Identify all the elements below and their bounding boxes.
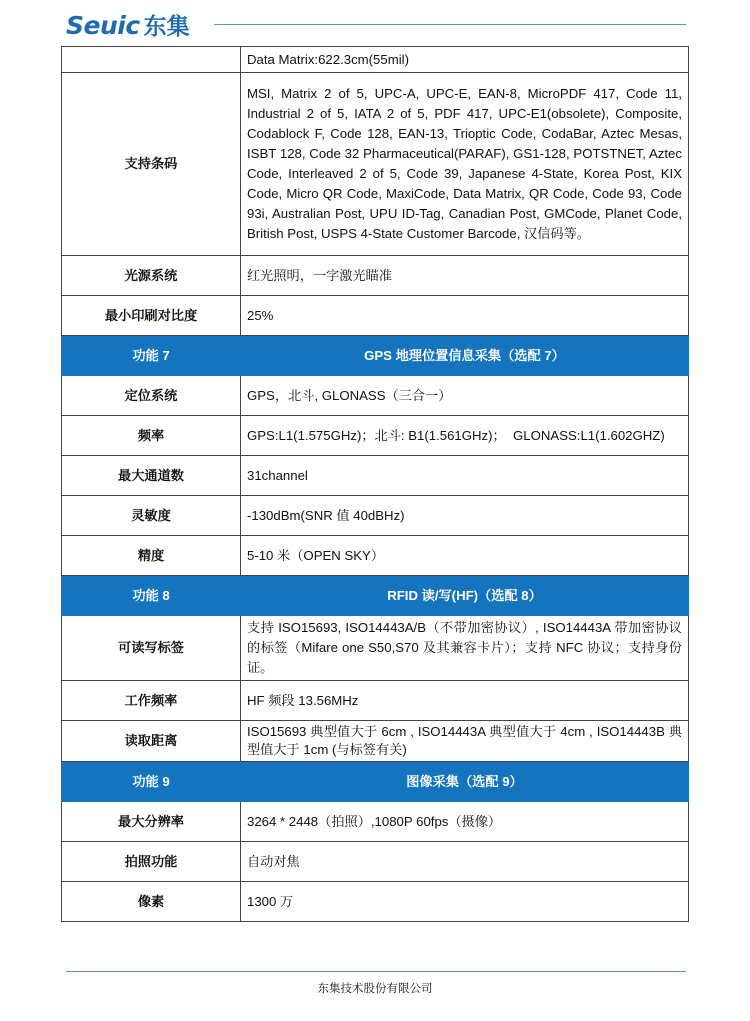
- row-label: 定位系统: [62, 376, 241, 416]
- table-row: [62, 802, 689, 842]
- row-label: 支持条码: [62, 73, 241, 256]
- row-label: [62, 47, 241, 73]
- row-value: 支持 ISO15693, ISO14443A/B（不带加密协议）, ISO14443A 带加密协议的标签（Mifare one S50,S70 及其兼容卡片）；支持 NFC 协议；支持身份证。: [241, 616, 689, 681]
- table-row: [62, 536, 689, 576]
- row-label: 最小印刷对比度: [62, 296, 241, 336]
- row-value: HF 频段 13.56MHz: [241, 681, 689, 721]
- logo-text-cn: 东集: [143, 14, 190, 40]
- table-row: [62, 882, 689, 922]
- row-value: ISO15693 典型值大于 6cm , ISO14443A 典型值大于 4cm , ISO14443B 典型值大于 1cm (与标签有关): [241, 721, 689, 762]
- row-label: 最大分辨率: [62, 802, 241, 842]
- section-label: 功能 9: [62, 762, 241, 802]
- row-label: 最大通道数: [62, 456, 241, 496]
- table-row: [62, 616, 689, 681]
- row-label: 频率: [62, 416, 241, 456]
- section-title: 图像采集（选配 9）: [241, 762, 689, 802]
- table-row: [62, 416, 689, 456]
- row-value: Data Matrix:622.3cm(55mil): [241, 47, 689, 73]
- row-value: MSI, Matrix 2 of 5, UPC-A, UPC-E, EAN-8, MicroPDF 417, Code 11, Industrial 2 of 5, IATA 2 of 5, PDF 417, UPC-E1(obsolete), Composite, Codablock F, Code 128, EAN-13, Trioptic Code, CodaBar, Aztec Mesas, ISBT 128, Code 32 Pharmaceutical(PARAF), GS1-128, POTSTNET, Aztec Code, Interleaved 2 of 5, Code 39, Japanese 4-State, Korea Post, KIX Code, Micro QR Code, MaxiCode, Data Matrix, QR Code, Code 93, Code 93i, Australian Post, UPU ID-Tag, Canadian Post, GMCode, Planet Code, British Post, USPS 4-State Customer Barcode, 汉信码等。: [241, 73, 689, 256]
- row-label: 可读写标签: [62, 616, 241, 681]
- row-label: 拍照功能: [62, 842, 241, 882]
- table-row: [62, 721, 689, 762]
- row-value: 自动对焦: [241, 842, 689, 882]
- section-label: 功能 8: [62, 576, 241, 616]
- row-value: 红光照明，一字激光瞄准: [241, 256, 689, 296]
- table-row: [62, 456, 689, 496]
- footer-divider: [66, 971, 686, 972]
- section-header-row: [62, 762, 689, 802]
- row-value: 5-10 米（OPEN SKY）: [241, 536, 689, 576]
- table-row: [62, 496, 689, 536]
- row-value: 25%: [241, 296, 689, 336]
- row-label: 精度: [62, 536, 241, 576]
- company-logo: [66, 8, 190, 41]
- header-divider: [214, 24, 686, 25]
- table-row: [62, 256, 689, 296]
- spec-table: [61, 46, 689, 922]
- row-label: 读取距离: [62, 721, 241, 762]
- table-row: [62, 842, 689, 882]
- page-header: [0, 0, 750, 46]
- logo-text-en: Seuic: [66, 11, 140, 40]
- table-row: [62, 296, 689, 336]
- section-label: 功能 7: [62, 336, 241, 376]
- table-row: [62, 47, 689, 73]
- footer-company-name: 东集技术股份有限公司: [317, 983, 433, 995]
- section-title: GPS 地理位置信息采集（选配 7）: [241, 336, 689, 376]
- row-label: 光源系统: [62, 256, 241, 296]
- table-row: [62, 73, 689, 256]
- row-label: 像素: [62, 882, 241, 922]
- row-value: 1300 万: [241, 882, 689, 922]
- table-row: [62, 681, 689, 721]
- row-value: 3264 * 2448（拍照）,1080P 60fps（摄像）: [241, 802, 689, 842]
- row-label: 工作频率: [62, 681, 241, 721]
- row-label: 灵敏度: [62, 496, 241, 536]
- section-header-row: [62, 576, 689, 616]
- row-value: 31channel: [241, 456, 689, 496]
- section-header-row: [62, 336, 689, 376]
- table-row: [62, 376, 689, 416]
- row-value: GPS，北斗, GLONASS（三合一）: [241, 376, 689, 416]
- section-title: RFID 读/写(HF)（选配 8）: [241, 576, 689, 616]
- row-value: -130dBm(SNR 值 40dBHz): [241, 496, 689, 536]
- row-value: GPS:L1(1.575GHz)；北斗: B1(1.561GHz)； GLONASS:L1(1.602GHZ): [241, 416, 689, 456]
